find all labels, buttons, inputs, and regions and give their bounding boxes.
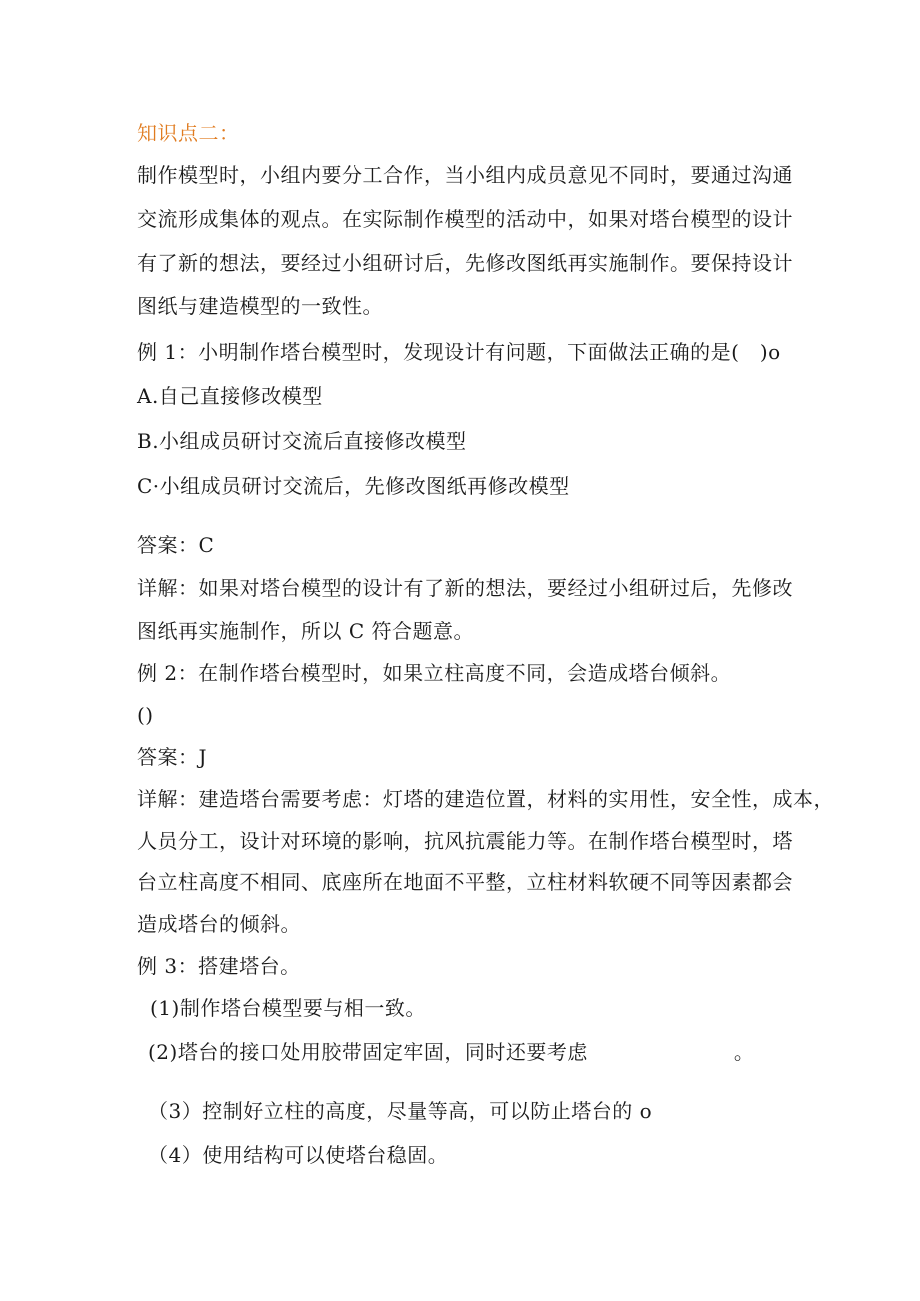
example3-item-3: （3）控制好立柱的高度，尽量等高，可以防止塔台的 o — [148, 1099, 653, 1123]
example1-explanation-line-2: 图纸再实施制作，所以 C 符合题意。 — [137, 619, 475, 643]
example3-item-4: （4）使用结构可以使塔台稳固。 — [148, 1143, 449, 1167]
example2-explanation-line-3: 台立柱高度不相同、底座所在地面不平整，立柱材料软硬不同等因素都会 — [137, 870, 793, 894]
example3-item-2-end: 。 — [733, 1040, 755, 1064]
paragraph-line-3: 有了新的想法，要经过小组研讨后，先修改图纸再实施制作。要保持设计 — [137, 251, 793, 275]
example2-explanation-line-1: 详解：建造塔台需要考虑：灯塔的建造位置，材料的实用性，安全性，成本， — [137, 787, 834, 811]
example1-explanation-line-1: 详解：如果对塔台模型的设计有了新的想法，要经过小组研过后，先修改 — [137, 576, 793, 600]
paragraph-line-4: 图纸与建造模型的一致性。 — [137, 294, 383, 318]
example2-explanation-line-2: 人员分工，设计对环境的影响，抗风抗震能力等。在制作塔台模型时，塔 — [137, 829, 793, 853]
example1-answer: 答案：C — [137, 533, 215, 557]
example3-question: 例 3：搭建塔台。 — [137, 954, 301, 978]
example2-explanation-line-4: 造成塔台的倾斜。 — [137, 912, 301, 936]
example2-question: 例 2：在制作塔台模型时，如果立柱高度不同，会造成塔台倾斜。 — [137, 661, 732, 685]
paragraph-line-2: 交流形成集体的观点。在实际制作模型的活动中，如果对塔台模型的设计 — [137, 207, 793, 231]
example2-parens: () — [137, 703, 154, 727]
example1-question: 例 1：小明制作塔台模型时，发现设计有问题，下面做法正确的是( )o — [137, 340, 781, 364]
example1-option-a: A.自己直接修改模型 — [137, 384, 323, 408]
example3-item-1: (1)制作塔台模型要与相一致。 — [150, 996, 426, 1020]
example1-option-b: B.小组成员研讨交流后直接修改模型 — [137, 429, 467, 453]
example3-item-2-text: (2)塔台的接口处用胶带固定牢固，同时还要考虑 — [148, 1040, 588, 1064]
paragraph-line-1: 制作模型时，小组内要分工合作，当小组内成员意见不同时，要通过沟通 — [137, 163, 793, 187]
section-heading: 知识点二： — [137, 121, 240, 145]
example3-item-2 — [148, 1039, 754, 1065]
example2-answer: 答案：J — [137, 745, 208, 769]
example1-option-c: C·小组成员研讨交流后，先修改图纸再修改模型 — [137, 474, 570, 498]
